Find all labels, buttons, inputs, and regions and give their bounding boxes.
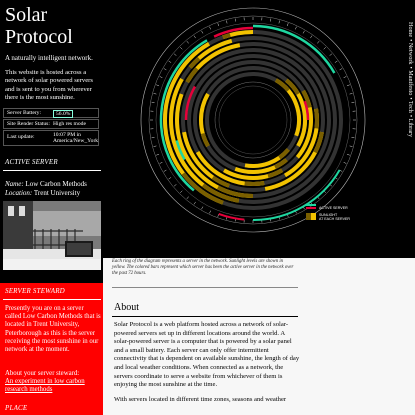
ring-tick [194, 36, 196, 38]
ring-tick [340, 69, 343, 71]
ring-tick [174, 184, 176, 186]
ring-tick [180, 191, 182, 193]
place-heading: PLACE [5, 404, 28, 412]
ring-tick [330, 54, 332, 56]
battery-value: 56.0% [53, 110, 73, 118]
sunlight-band-dim [316, 109, 317, 128]
about-paragraph-2: With servers located in different time zones, seasons and weather [114, 395, 287, 403]
ring-tick [209, 211, 210, 214]
ring-tick [154, 146, 157, 147]
ring-tick [174, 54, 176, 56]
about-paragraph-1: Solar Protocol is a web platform hosted across a network of solar-powered servers set up in different locations around the world. A solar-powered server is a computer that is powered by a solar panel and a small battery. Each server can only offer intermittent connectivity that is dependent on available sunshine, the length of day and local weather conditions. When connected as a network, the servers coordinate to serve a website from whichever of them is enjoying the most sunshine at the time. [114, 321, 300, 389]
steward-about-label: About your server steward: [5, 370, 80, 377]
divider [3, 170, 101, 171]
ring-diagram-svg [103, 0, 403, 258]
ring-tick [218, 23, 219, 26]
active-server-info [5, 180, 87, 198]
update-time: 10:07 PM in [53, 132, 81, 138]
divider [112, 287, 298, 288]
ring-tick [152, 137, 155, 138]
ring-tick [226, 21, 227, 24]
update-status-row [3, 130, 99, 146]
active-server-heading: ACTIVE SERVER [5, 158, 58, 166]
ring-tick [202, 207, 204, 210]
server-location-value: Trent University [33, 189, 81, 197]
ring-tick [351, 137, 354, 138]
battery-label: Server Battery: [7, 110, 42, 116]
intro-text: This website is hosted across a network of solar powered servers and is sent to you from wherever there is the most sunshine. [5, 69, 93, 102]
network-ring-diagram [103, 0, 403, 258]
ring-tick [156, 154, 159, 155]
ring-tick [218, 214, 219, 217]
ring-tick [194, 202, 196, 204]
ring-tick [347, 154, 350, 155]
server-name-label: Name: [5, 180, 24, 188]
ring-tick [287, 23, 288, 26]
inner-ring [215, 82, 291, 158]
ring-tick [317, 41, 319, 43]
site-title-line2: Protocol [5, 26, 73, 48]
legend-sunlight-1: SUNLIGHT [319, 213, 338, 217]
ring-tick [152, 102, 155, 103]
divider [3, 299, 101, 300]
ring-tick [324, 47, 326, 49]
sunlight-band-dim [203, 133, 208, 146]
update-timezone: America/New_York [53, 138, 99, 144]
nav-tech[interactable]: Tech [407, 100, 414, 113]
ring-tick [344, 76, 347, 77]
ring-tick [180, 47, 182, 49]
server-name-value: Low Carbon Methods [25, 180, 87, 188]
ring-tick [169, 61, 171, 63]
sunlight-band-dim [223, 35, 230, 37]
server-location-label: Location: [5, 189, 33, 197]
ring-tick [156, 85, 159, 86]
main-nav [403, 10, 415, 150]
ring-tick [187, 41, 189, 43]
ring-tick [202, 31, 204, 34]
sunlight-band-dim [279, 150, 288, 158]
steward-description: Presently you are on a server called Low Carbon Methods that is located in Trent University, Peterborough as this is the server receiving the most sunshine in our network at the moment. [5, 305, 101, 354]
ring-tick [209, 27, 210, 30]
site-title-line1: Solar [5, 4, 48, 26]
render-label: Site Render Status: [7, 121, 50, 127]
site-title[interactable] [5, 4, 73, 48]
ring-tick [164, 69, 167, 71]
ring-tick [350, 93, 353, 94]
ring-tick [154, 93, 157, 94]
legend-sunlight-2: AT EACH SERVER [319, 217, 350, 221]
nav-menu: Home• Network• Manifesto• Tech• Library [407, 22, 414, 138]
ring-tick [169, 177, 171, 179]
sunlight-band-dim [245, 183, 264, 184]
ring-tick [351, 102, 354, 103]
legend-active: ACTIVE SERVER [319, 206, 348, 210]
server-steward-heading: SERVER STEWARD [5, 287, 65, 295]
nav-network[interactable]: Network [407, 42, 414, 65]
outer-ring [141, 8, 365, 232]
about-body [114, 321, 300, 410]
render-value: High res mode [53, 121, 86, 127]
ring-tick [344, 162, 347, 163]
ring-tick [310, 36, 312, 38]
ring-tick [160, 162, 163, 163]
ring-tick [303, 31, 305, 34]
ring-tick [164, 170, 167, 172]
ring-tick [270, 19, 271, 22]
update-label: Last update: [7, 134, 35, 140]
ring-tick [160, 76, 163, 77]
ring-tick [187, 197, 189, 199]
nav-manifesto[interactable]: Manifesto [407, 70, 414, 96]
diagram-legend [306, 204, 350, 221]
nav-library[interactable]: Library [407, 118, 414, 138]
render-status-row [3, 119, 99, 129]
battery-status-row [3, 108, 99, 118]
inner-ring [219, 86, 287, 154]
tagline: A naturally intelligent network. [5, 54, 93, 62]
divider [112, 316, 298, 317]
ring-tick [235, 19, 236, 22]
ring-tick [335, 61, 337, 63]
ring-tick [279, 21, 280, 24]
ring-tick [295, 27, 296, 30]
about-title: About [114, 302, 139, 313]
server-ring [195, 62, 311, 178]
steward-about-link[interactable]: An experiment in low carbon research methods [5, 378, 85, 394]
nav-home[interactable]: Home [407, 22, 414, 38]
server-photo [3, 201, 101, 270]
ring-tick [347, 85, 350, 86]
diagram-caption: Each ring of the diagram represents a server in the network. Sunlight levels are shown in yellow. The colored bars represent which server has been the active server in the network over the past 72 hours. [112, 259, 294, 277]
ring-tick [350, 146, 353, 147]
steward-about [5, 370, 101, 395]
